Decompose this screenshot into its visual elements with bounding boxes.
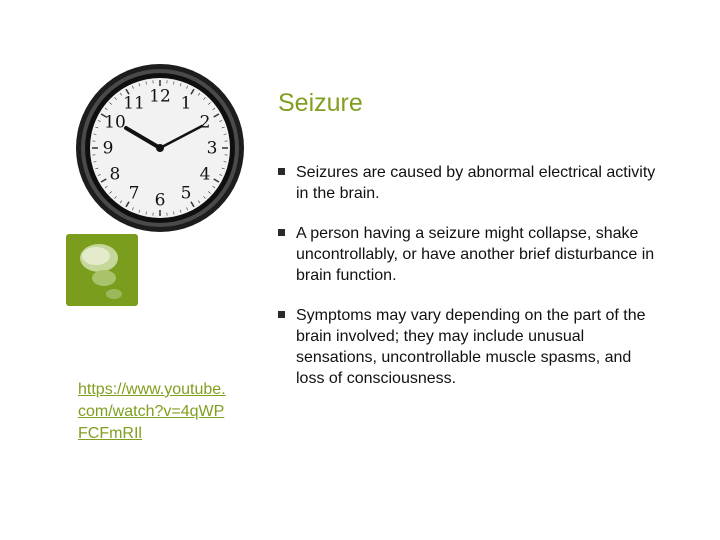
clock-numeral: 4 (199, 164, 211, 185)
bullet-marker-icon (278, 168, 285, 175)
clock-numeral: 1 (180, 93, 192, 114)
bullet-item (278, 223, 658, 286)
clock-numeral: 5 (180, 183, 192, 204)
bullet-item (278, 305, 658, 389)
clock-numeral: 11 (123, 93, 145, 114)
youtube-link[interactable]: https://www.youtube.com/watch?v=4qWPFCFmRIl (78, 381, 226, 442)
clock-numeral: 10 (104, 112, 126, 133)
clock-numeral: 7 (128, 183, 140, 204)
wall-clock-icon (74, 62, 246, 234)
clock-numeral: 3 (206, 138, 218, 159)
clock-numeral: 6 (154, 190, 166, 211)
clock-numeral: 2 (199, 112, 211, 133)
clock-numeral: 9 (102, 138, 114, 159)
bullet-text: Symptoms may vary depending on the part of the brain involved; they may include unusual sensations, uncontrollable muscle spasms, and loss of consciousness. (296, 307, 646, 387)
clock-numeral: 8 (109, 164, 121, 185)
bullet-text: A person having a seizure might collapse, shake uncontrollably, or have another brief disturbance in brain function. (296, 225, 655, 284)
thought-bubble-icon (66, 234, 138, 306)
bullet-item (278, 162, 658, 204)
bullet-marker-icon (278, 229, 285, 236)
clock-numeral: 12 (149, 86, 171, 107)
slide-title: Seizure (278, 89, 363, 117)
bullet-marker-icon (278, 311, 285, 318)
bullet-list (278, 162, 658, 389)
bullet-text: Seizures are caused by abnormal electrical activity in the brain. (296, 164, 656, 202)
